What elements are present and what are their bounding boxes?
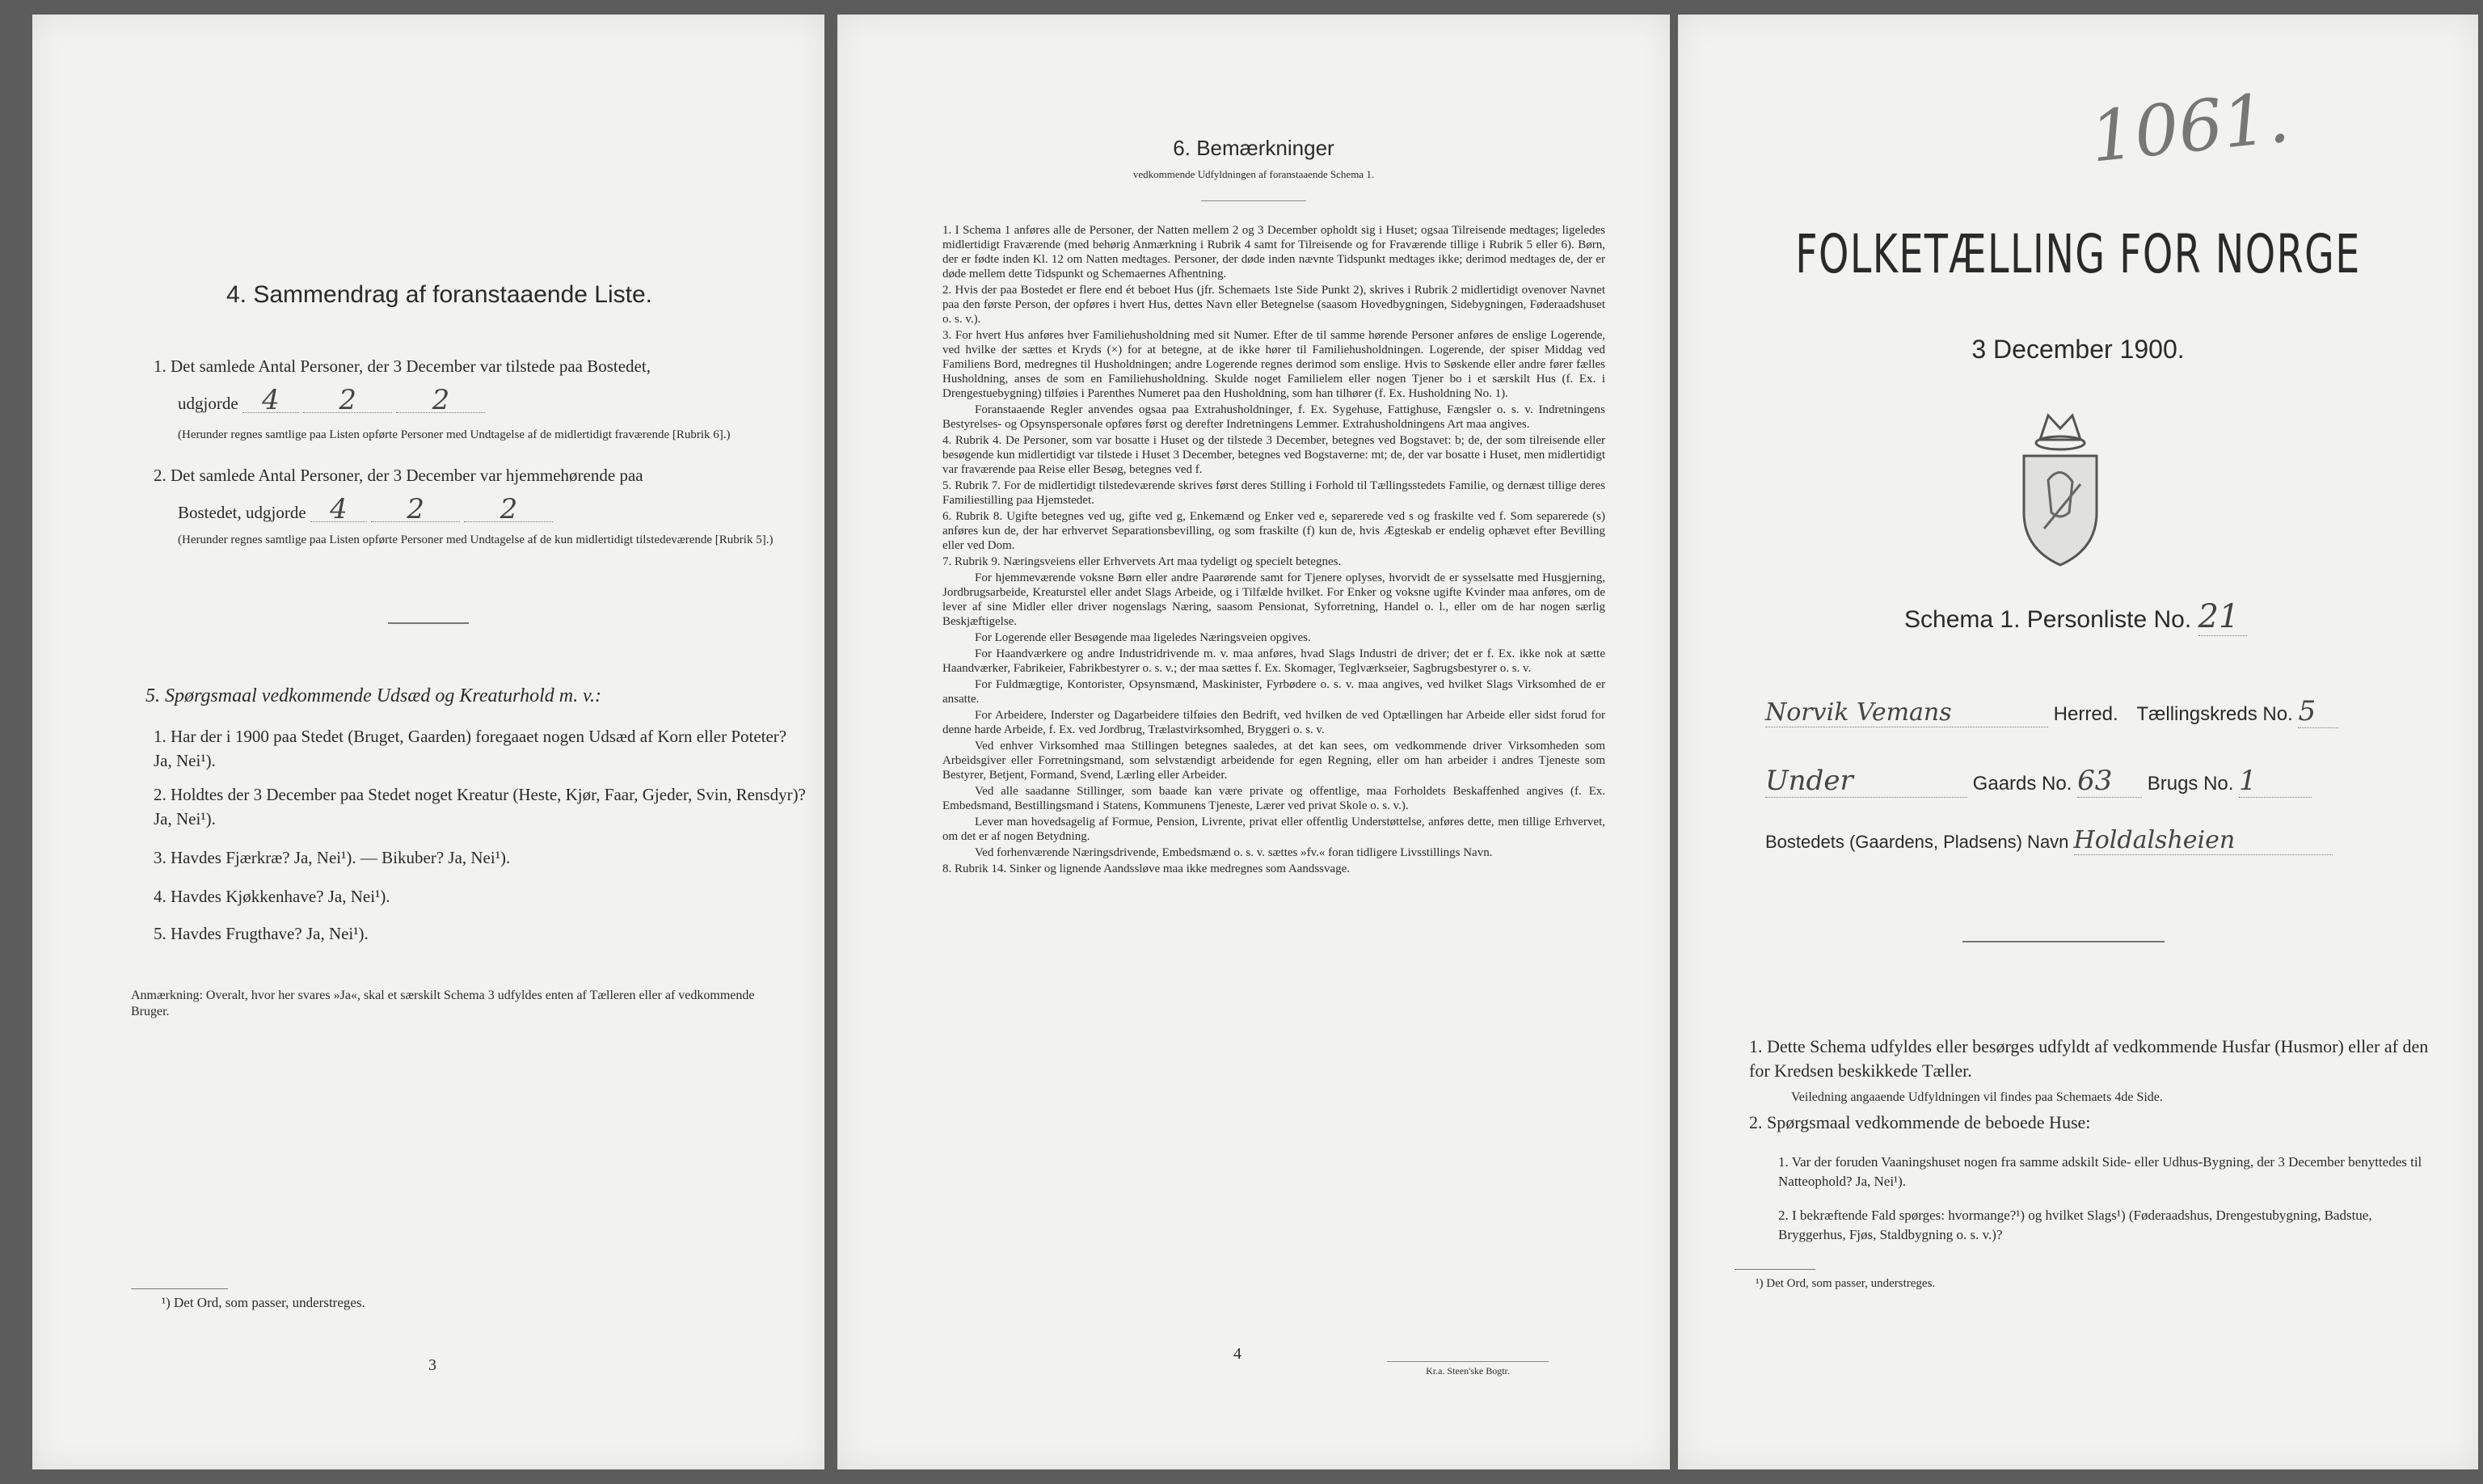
remark-7i: Ved forhenværende Næringsdrivende, Embedsmænd o. s. v. sættes »fv.« foran tidligere Livsstillings Navn. bbox=[975, 846, 1493, 859]
q5-3: 3. Havdes Fjærkræ? Ja, Nei¹). — Bikuber? Ja, Nei¹). bbox=[154, 848, 511, 867]
remark-7g: Ved alle saadanne Stillinger, som baade kan være private og offentlige, maa Forholdets Beskaffenhed angives (f. Ex. Embedsmand, Bestillingsmand i Statens, Kommunens Tjeneste, Lærer ved privat Skole o. s. v.). bbox=[942, 785, 1605, 812]
remarks-subtitle: vedkommende Udfyldningen af foranstaaende Schema 1. bbox=[1132, 168, 1375, 180]
remarks-rule bbox=[1201, 200, 1306, 201]
remark-4: 4. Rubrik 4. De Personer, som var bosatte i Huset og der tilstede 3 December, betegnes ved Bogstavet: b; de, der som tilreisende eller besøgende kun midlertidigt var tilstede i Huset 3 December, betegnes ved Bogstaverne: mt; de, der var bosatte i Huset, men midlertidigt var fraværende paa Reise eller Besøg, betegnes ved f. bbox=[942, 434, 1605, 476]
herred-value: Norvik Vemans bbox=[1765, 698, 2048, 727]
footnote: ¹) Det Ord, som passer, understreges. bbox=[162, 1295, 365, 1310]
archive-number: 1061. bbox=[2086, 77, 2293, 179]
schema-label: Schema 1. Personliste No. bbox=[1904, 606, 2192, 633]
page-number-3: 3 bbox=[428, 1356, 436, 1374]
title-page bbox=[1678, 15, 2478, 1469]
q5-2: 2. Holdtes der 3 December paa Stedet noget Kreatur (Heste, Kjør, Faar, Gjeder, Svin, Rensdyr)? Ja, Nei¹). bbox=[154, 785, 806, 828]
census-title: FOLKETÆLLING FOR NORGE bbox=[1795, 223, 2361, 285]
q2-row bbox=[178, 493, 553, 525]
q2-label: Bostedet, udgjorde bbox=[178, 503, 306, 522]
remark-7e: For Arbeidere, Inderster og Dagarbeidere tilføies den Bedrift, ved hvilken de ved Optællingen har Arbeide eller sidst forud for denne harde Arbeide, f. Ex. ved Jordbrug, Trælastvirksomhed, Bryggeri o. s. v. bbox=[942, 709, 1605, 736]
footnote-right: ¹) Det Ord, som passer, understreges. bbox=[1756, 1277, 1936, 1290]
gaard-line bbox=[1765, 765, 2460, 798]
remark-7: 7. Rubrik 9. Næringsveiens eller Erhvervets Art maa tydeligt og specielt betegnes. bbox=[942, 555, 1342, 568]
q2-value-male: 2 bbox=[371, 497, 460, 522]
footnote-rule bbox=[131, 1288, 228, 1289]
gaards-label: Gaards No. bbox=[1972, 773, 2072, 795]
remark-7h: Lever man hovedsagelig af Formue, Pension, Livrente, privat eller offentlig Understøttelse, anføres dette, men tillige Erhvervet, om det er af nogen Betydning. bbox=[942, 816, 1605, 843]
brugs-label: Brugs No. bbox=[2147, 773, 2234, 795]
remark-5: 5. Rubrik 7. For de midlertidigt tilstedeværende skrives først deres Stilling i Forhold til Tællingsstedets Familie, og dernæst tillige deres Familiestilling paa Hjemstedet. bbox=[942, 479, 1605, 507]
remark-7a: For hjemmeværende voksne Børn eller andre Paarørende samt for Tjenere oplyses, hvorvidt de er sysselsatte med Husgjerning, Jordbrugsarbeide, Kreaturstel eller andet Slags Arbeide, og i Tilfælde hvilket. For Enker og voksne ugifte Kvinder maa anføres, om de lever af sine Midler eller driver nogenslags Næring, saasom Pensionat, Syforretning, Handel o. l., eller om de har nogen særlig Beskjæftigelse. bbox=[942, 571, 1605, 628]
instruction-1: 1. Dette Schema udfyldes eller besørges udfyldt af vedkommende Husfar (Husmor) eller af den for Kredsen beskikkede Tæller. bbox=[1749, 1036, 2429, 1081]
question-2-2: 2. I bekræftende Fald spørges: hvormange?¹) og hvilket Slags¹) (Føderaadshus, Drengestubygning, Badstue, Bryggerhus, Fjøs, Staldbygning o. s. v.)? bbox=[1778, 1208, 2372, 1242]
brugs-number: 1 bbox=[2239, 765, 2312, 798]
remark-6: 6. Rubrik 8. Ugifte betegnes ved ug, gifte ved g, Enkemænd og Enker ved e, separerede ved s og fraskilte ved f. Som separerede (s) anføres kun de, der har erhvervet Separationsbevilling, og som fraskilte (f) kun de, hvis Ægteskab er endelig ophævet efter Bevilling eller ved Dom. bbox=[942, 510, 1605, 552]
krets-label: Tællingskreds No. bbox=[2136, 703, 2293, 725]
schema-line bbox=[1904, 598, 2247, 636]
q2-value-female: 2 bbox=[464, 497, 553, 522]
remark-7d: For Fuldmægtige, Kontorister, Opsynsmænd, Maskinister, Fyrbødere o. s. v. maa angives, ved hvilket Slags Virksomhed de er ansatte. bbox=[942, 678, 1605, 706]
remark-7c: For Haandværkere og andre Industridrivende m. v. maa anføres, hvad Slags Industri de driver; det er f. Ex. ikke nok at sætte Haandværker, Fabrikeier, Fabrikbestyrer o. s. v.; der maa sættes f. Ex. Skomager, Teglværkseier, Sagbrugsbestyrer o. s. v. bbox=[942, 647, 1605, 675]
q1-text: 1. Det samlede Antal Personer, der 3 December var tilstede paa Bostedet, bbox=[154, 356, 651, 376]
page-3 bbox=[32, 15, 824, 1469]
bosted-label: Bostedets (Gaardens, Pladsens) Navn bbox=[1765, 832, 2069, 852]
gaards-number: 63 bbox=[2077, 765, 2142, 798]
coat-of-arms-icon bbox=[2016, 407, 2105, 569]
census-date: 3 December 1900. bbox=[1971, 335, 2185, 364]
question-2-1: 1. Var der foruden Vaaningshuset nogen fra samme adskilt Side- eller Udhus-Bygning, der 3 December benyttedes til Natteophold? Ja, Nei¹). bbox=[1778, 1154, 2422, 1189]
section-4-title: 4. Sammendrag af foranstaaende Liste. bbox=[226, 281, 652, 308]
footnote-rule-right bbox=[1735, 1269, 1815, 1270]
ornament-divider bbox=[1962, 941, 2165, 942]
krets-number: 5 bbox=[2298, 695, 2338, 728]
gaard-value: Under bbox=[1765, 765, 1967, 798]
q1-value-total: 4 bbox=[242, 388, 299, 413]
instruction-1-note: Veiledning angaaende Udfyldningen vil findes paa Schemaets 4de Side. bbox=[1791, 1090, 2163, 1104]
page-4 bbox=[837, 15, 1670, 1469]
q1-note: (Herunder regnes samtlige paa Listen opførte Personer med Undtagelse af de midlertidigt fraværende [Rubrik 6].) bbox=[178, 428, 731, 441]
remark-7f: Ved enhver Virksomhed maa Stillingen betegnes saaledes, at det kan sees, om vedkommende driver Virksomheden som Arbeidsgiver eller Forretningsmand, som selvstændigt arbeidende for egen Regning, eller om han arbeider i andres Tjeneste som Bestyrer, Betjent, Formand, Svend, Lærling eller Arbeider. bbox=[942, 740, 1605, 782]
schema-number: 21 bbox=[2198, 598, 2247, 636]
remark-3: 3. For hvert Hus anføres hver Familiehusholdning med sit Numer. Efter de til samme hørende Personer anføres de enslige Logerende, ved hvilke der sættes et Kryds (×) for at betegne, at de ikke hører til Familiehusholdningen. Logerende, der spiser Middag ved Familiens Bord, medregnes til Husholdningen; andre Logerende regnes derimod som enslige. Hvis to Søskende eller andre fører fælles Husholdning, anses de som en Familiehusholdning. Skulde noget Familielem eller nogen Tjener bo i et særskilt Hus (f. Ex. i Drengestuebygning) tilføies i Parenthes Numeret paa den Husholdning, som han tilhører (f. Ex. Husholdning No. 1). bbox=[942, 329, 1605, 400]
section-5-title: 5. Spørgsmaal vedkommende Udsæd og Kreaturhold m. v.: bbox=[145, 685, 601, 706]
q1-row bbox=[178, 384, 485, 416]
q1-value-female: 2 bbox=[396, 388, 485, 413]
herred-line bbox=[1765, 695, 2460, 728]
remark-8: 8. Rubrik 14. Sinker og lignende Aandssløve maa ikke medregnes som Aandssvage. bbox=[942, 862, 1351, 875]
q2-value-total: 4 bbox=[310, 497, 367, 522]
annotation-note: Anmærkning: Overalt, hvor her svares »Ja«, skal et særskilt Schema 3 udfyldes enten af Tælleren eller af vedkommende Bruger. bbox=[131, 989, 755, 1018]
remark-7b: For Logerende eller Besøgende maa ligeledes Næringsveien opgives. bbox=[975, 631, 1311, 644]
q2-note: (Herunder regnes samtlige paa Listen opførte Personer med Undtagelse af de kun midlertidigt tilstedeværende [Rubrik 5].) bbox=[178, 533, 774, 546]
remark-1: 1. I Schema 1 anføres alle de Personer, der Natten mellem 2 og 3 December opholdt sig i Huset; ogsaa Tilreisende medtages; ligeledes midlertidigt Fraværende (med behørig Anmærkning i Rubrik 4 samt for Tilreisende og for Fraværende tillige i Rubrik 5 eller 6). Børn, der er fødte inden Kl. 12 om Natten medtages. Personer, der døde inden nævnte Tidspunkt medtages ikke; derimod medtages de, der er døde mellem dette Tidspunkt og Schemaernes Afhentning. bbox=[942, 224, 1605, 280]
remarks-title: 6. Bemærkninger bbox=[1173, 136, 1334, 160]
q1-value-male: 2 bbox=[303, 388, 392, 413]
q5-1: 1. Har der i 1900 paa Stedet (Bruget, Gaarden) foregaaet nogen Udsæd af Korn eller Poteter? Ja, Nei¹). bbox=[154, 727, 787, 770]
q2-text: 2. Det samlede Antal Personer, der 3 December var hjemmehørende paa bbox=[154, 466, 643, 485]
remarks-body bbox=[942, 223, 1605, 878]
q1-label: udgjorde bbox=[178, 394, 238, 413]
bosted-value: Holdalsheien bbox=[2074, 826, 2333, 855]
page-number-4: 4 bbox=[1233, 1345, 1242, 1363]
remark-3b: Foranstaaende Regler anvendes ogsaa paa Extrahusholdninger, f. Ex. Sygehuse, Fattighuse, Fængsler o. s. v. Indretningens Bestyrelses- og Opsynspersonale opføres først og derefter Indretningens Lemmer. Extrahusholdningens Art maa angives. bbox=[942, 403, 1605, 431]
q5-5: 5. Havdes Frugthave? Ja, Nei¹). bbox=[154, 924, 369, 943]
q5-4: 4. Havdes Kjøkkenhave? Ja, Nei¹). bbox=[154, 887, 390, 906]
printer-imprint: Kr.a. Steen'ske Bogtr. bbox=[1387, 1361, 1549, 1377]
remark-2: 2. Hvis der paa Bostedet er flere end ét beboet Hus (jfr. Schemaets 1ste Side Punkt 2), skrives i Rubrik 2 midlertidigt ovenover Navnet paa den første Person, der opføres i hvert Hus, dettes Navn eller Betegnelse (saasom Hovedbygningen, Sidebygningen, Føderaadshuset o. s. v.). bbox=[942, 284, 1605, 326]
bosted-line bbox=[1765, 826, 2460, 855]
herred-label: Herred. bbox=[2053, 703, 2118, 725]
divider bbox=[388, 622, 469, 624]
instruction-2: 2. Spørgsmaal vedkommende de beboede Huse: bbox=[1749, 1112, 2091, 1132]
